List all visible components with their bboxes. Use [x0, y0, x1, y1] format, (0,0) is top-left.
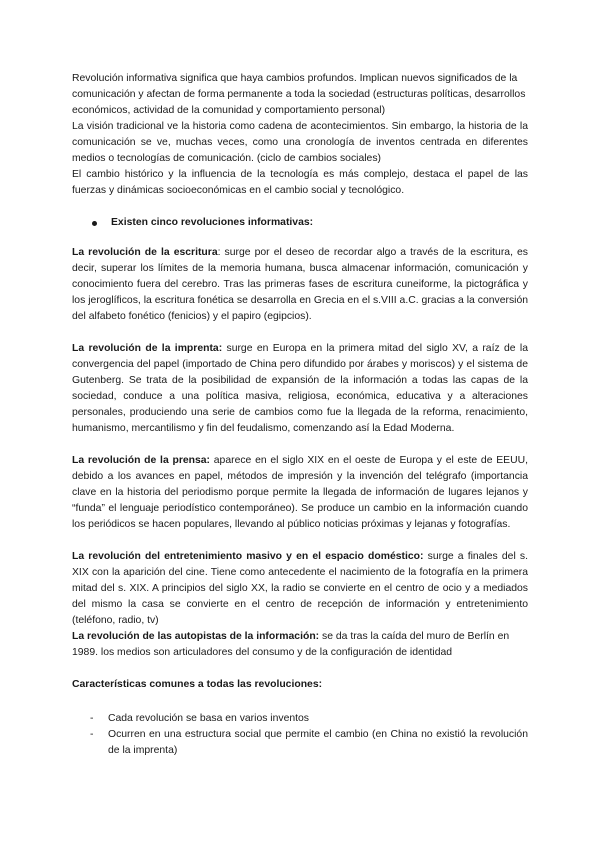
intro-paragraph-1: Revolución informativa significa que haya cambios profundos. Implican nuevos significados de la comunicación y afectan de forma permanente a toda la sociedad (estructuras políticas, desarrollos económicos, actividad de la comunidad y comportamiento personal): [72, 73, 526, 116]
list-item-text: Cada revolución se basa en varios inventos: [108, 713, 310, 724]
list-item: [72, 711, 528, 727]
dash-marker: -: [90, 729, 94, 740]
revolution-title: La revolución del entretenimiento masivo y en el espacio doméstico:: [72, 551, 424, 562]
dash-marker: -: [90, 713, 94, 724]
revolution-text: surge por el deseo de recordar algo a través de la escritura, es decir, superar los límites de la memoria humana, busca almacenar información, comunicación y conocimiento fuera del cerebro. Tras las primeras fases de escritura cuneiforme, la pictográfica y los jeroglíficos, la escritura fonética se desarrolla en Grecia en el s.VIII a.C. gracias a la conversión del alfabeto fonético (fenicios) y el papiro (egipcios).: [72, 247, 528, 322]
bullet-item: [92, 215, 528, 231]
revolution-title: La revolución de la escritura: [72, 247, 218, 258]
revolution-entertainment: [72, 549, 528, 629]
common-heading: Características comunes a todas las revoluciones:: [72, 679, 323, 690]
revolution-title: La revolución de las autopistas de la información:: [72, 631, 320, 642]
intro-paragraph-3: El cambio histórico y la influencia de la tecnología es más complejo, destaca el papel de las fuerzas y dinámicas socioeconómicas en el cambio social y tecnológico.: [72, 169, 528, 196]
revolution-text: se da tras la caída del muro de Berlín en 1989. los medios son articuladores del consumo y de la configuración de identidad: [72, 631, 510, 658]
common-list: [72, 711, 528, 759]
revolution-highways: [72, 629, 528, 661]
bullet-text: Existen cinco revoluciones informativas:: [111, 217, 314, 228]
revolution-text: aparece en el siglo XIX en el oeste de Europa y el este de EEUU, debido a los avances en papel, métodos de impresión y la invención del telégrafo (importancia clave en la historia del periodismo porque permite la llegada de información de lugares lejanos y “funda” el lenguaje periodístico contemporáneo). Se produce un cambio en la información cuando los periódicos se hacen populares, llevando al público noticias próximas y lejanas y fotografías.: [72, 455, 528, 530]
revolution-title: La revolución de la imprenta:: [72, 343, 223, 354]
late-revolutions-section: [72, 549, 528, 661]
intro-section: [72, 71, 528, 199]
revolution-text: surge en Europa en la primera mitad del siglo XV, a raíz de la convergencia del papel (importado de China pero difundido por árabes y moriscos) y el sistema de Gutenberg. Se trata de la posibilidad de expansión de la información a todas las capas de la sociedad, conduce a una política masiva, religiosa, económica, educativa y a alteraciones personales, produciendo una serie de cambios como fue la llegada de la reforma, renacimiento, humanismo, mercantilismo y fin del feudalismo, comenzando así la Edad Moderna.: [72, 343, 528, 434]
revolution-title: La revolución de la prensa:: [72, 455, 211, 466]
revolution-sep: :: [217, 247, 221, 258]
list-item-text: Ocurren en una estructura social que permite el cambio (en China no existió la revolución de la imprenta): [108, 729, 528, 756]
bullet-dot-icon: [92, 221, 97, 226]
revolution-text: surge a finales del s. XIX con la aparición del cine. Tiene como antecedente el nacimiento de la fotografía en la primera mitad del s. XIX. A principios del siglo XX, la radio se convierte en el centro de ocio y a mediados del mismo la casa se convierte en el centro de recepción de información y entretenimiento (teléfono, radio, tv): [72, 551, 528, 626]
list-item: [72, 727, 528, 759]
intro-paragraph-2: La visión tradicional ve la historia como cadena de acontecimientos. Sin embargo, la historia de la comunicación se ve, muchas veces, como una cronología de inventos centrada en diferentes medios o tecnologías de comunicación. (ciclo de cambios sociales): [72, 121, 528, 164]
revolution-press-printing: [72, 341, 528, 437]
revolution-newspaper: [72, 453, 528, 533]
revolution-writing: [72, 245, 528, 325]
